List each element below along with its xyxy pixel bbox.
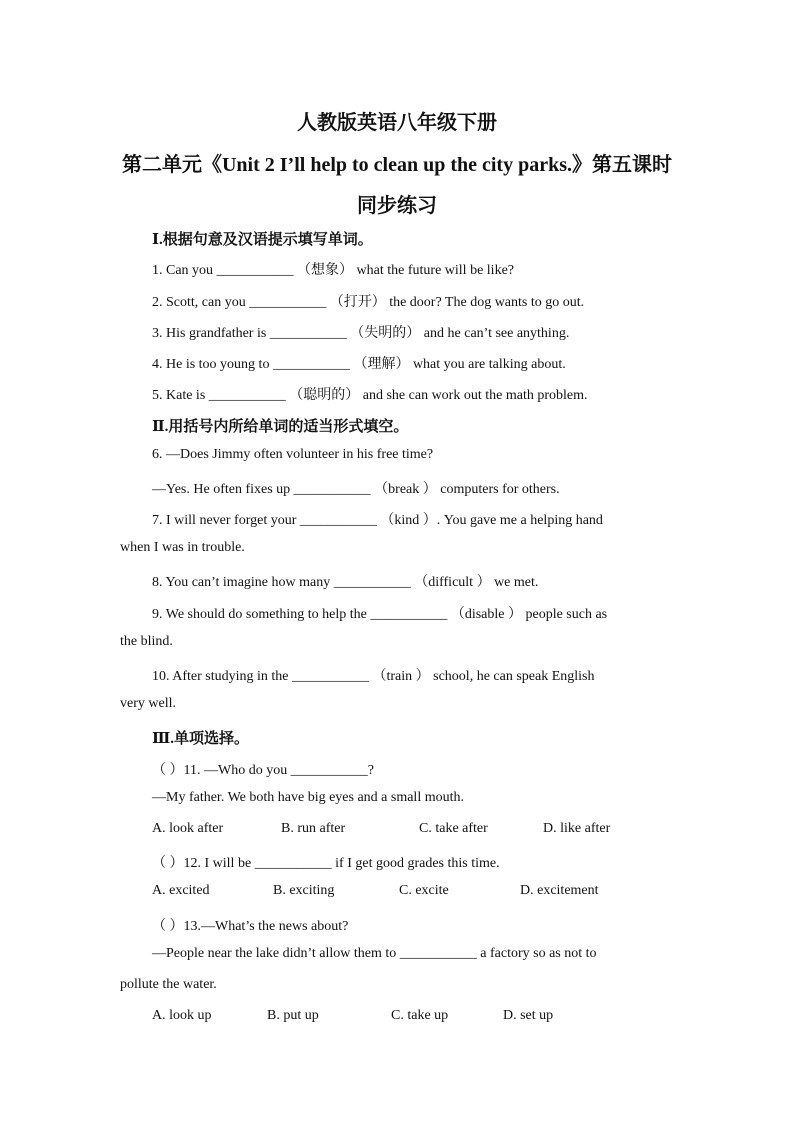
section-1-heading: Ⅰ.根据句意及汉语提示填写单词。 bbox=[152, 232, 373, 248]
question-12-option-d: D. excitement bbox=[520, 883, 599, 898]
question-12-stem: （ ）12. I will be ___________ if I get good grades this time. bbox=[152, 856, 500, 871]
section-2-heading: Ⅱ.用括号内所给单词的适当形式填空。 bbox=[152, 419, 409, 435]
page-title: 人教版英语八年级下册 bbox=[297, 112, 497, 134]
lesson-subtitle: 同步练习 bbox=[357, 195, 437, 217]
question-11-stem: （ ）11. —Who do you ___________? bbox=[152, 763, 374, 778]
question-7-line-1: 7. I will never forget your ___________ （kind ）. You gave me a helping hand bbox=[152, 513, 603, 528]
question-11-line-2: —My father. We both have big eyes and a small mouth. bbox=[152, 790, 464, 805]
question-11-option-b: B. run after bbox=[281, 821, 346, 836]
question-6-line-1: 6. —Does Jimmy often volunteer in his free time? bbox=[152, 447, 434, 462]
question-9-line-1: 9. We should do something to help the ___________ （disable ） people such as bbox=[152, 607, 608, 622]
question-11-option-a: A. look after bbox=[152, 821, 224, 836]
question-5: 5. Kate is ___________ （聪明的） and she can work out the math problem. bbox=[152, 388, 588, 403]
question-13-option-d: D. set up bbox=[503, 1008, 554, 1023]
question-13-option-c: C. take up bbox=[391, 1008, 449, 1023]
question-13-stem: （ ）13.—What’s the news about? bbox=[152, 919, 349, 934]
question-11-option-c: C. take after bbox=[419, 821, 488, 836]
question-13-line-3: pollute the water. bbox=[120, 977, 217, 992]
question-11-option-d: D. like after bbox=[543, 821, 611, 836]
question-10-line-1: 10. After studying in the ___________ （train ） school, he can speak English bbox=[152, 669, 595, 684]
question-2: 2. Scott, can you ___________ （打开） the door? The dog wants to go out. bbox=[152, 295, 585, 310]
question-13-option-a: A. look up bbox=[152, 1008, 212, 1023]
question-1: 1. Can you ___________ （想象） what the future will be like? bbox=[152, 263, 514, 278]
question-9-line-2: the blind. bbox=[120, 634, 173, 649]
question-6-line-2: —Yes. He often fixes up ___________ （break ） computers for others. bbox=[152, 482, 560, 497]
question-12-option-a: A. excited bbox=[152, 883, 210, 898]
question-4: 4. He is too young to ___________ （理解） what you are talking about. bbox=[152, 357, 566, 372]
section-3-heading: Ⅲ.单项选择。 bbox=[152, 731, 250, 747]
question-10-line-2: very well. bbox=[120, 696, 176, 711]
question-13-line-2: —People near the lake didn’t allow them to ___________ a factory so as not to bbox=[152, 946, 597, 961]
question-12-option-b: B. exciting bbox=[273, 883, 335, 898]
question-13-option-b: B. put up bbox=[267, 1008, 319, 1023]
question-8: 8. You can’t imagine how many ___________ （difficult ） we met. bbox=[152, 575, 539, 590]
question-3: 3. His grandfather is ___________ （失明的） and he can’t see anything. bbox=[152, 326, 570, 341]
question-12-option-c: C. excite bbox=[399, 883, 449, 898]
question-7-line-2: when I was in trouble. bbox=[120, 540, 245, 555]
unit-title: 第二单元《Unit 2 I’ll help to clean up the city parks.》第五课时 bbox=[121, 154, 673, 176]
